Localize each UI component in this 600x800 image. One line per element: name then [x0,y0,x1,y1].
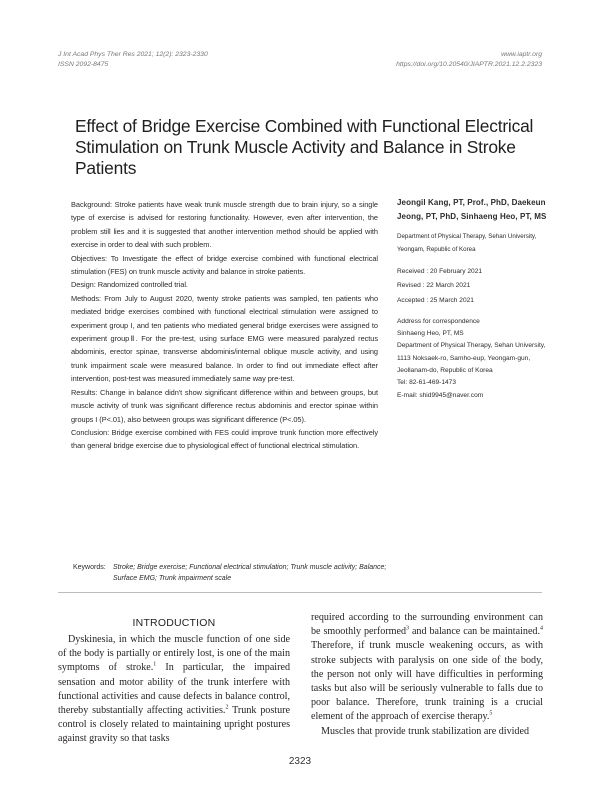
intro-paragraph-1 [58,633,290,747]
paper-title: Effect of Bridge Exercise Combined with Functional Electrical Stimulation on Trunk Muscle Activity and Balance in Stroke Patients [75,116,534,178]
abstract-conclusion: Conclusion: Bridge exercise combined with FES could improve trunk function more effectively than general bridge exercise due to physiological effect of functional electrical stimulation. [71,427,378,451]
text-run: Trunk posture control is closely related to maintaining upright postures against gravity so that tasks [58,705,290,745]
text-run: Therefore, if trunk muscle weakening occurs, as with stroke subjects with paralysis on one side of the body, the person not only will have difficulties in performing tasks but also will be seriously vulnerable to falls due to poor balance. Therefore, trunk training is a crucial element of the approach of exercise therapy. [311,640,543,723]
received-date: Received : 20 February 2021 [397,268,483,275]
abstract-results: Results: Change in balance didn't show significant difference within and between groups, but muscle activity of trunk was significant difference rectus abdominis and erector spinae within groups I (P<.01), also between groups was significant difference (P<.05). [71,387,378,424]
citation-ref: 5 [489,711,493,718]
correspondence-tel: Tel: 82-61-469-1473 [397,379,457,387]
body-column-right [311,611,543,739]
abstract [71,198,378,453]
section-divider [58,592,542,593]
text-run: Dyskinesia, in which the muscle function of one side of the body is partially or entirely lost, is one of the main symptoms of stroke. [58,634,290,674]
keywords-label: Keywords: [73,564,106,571]
citation-ref: 4 [540,625,543,632]
author-list: Jeongil Kang, PT, Prof., PhD, Daekeun Jeong, PT, PhD, Sinhaeng Heo, PT, MS [397,198,547,221]
intro-paragraph-continued [311,611,543,725]
correspondence [397,316,547,402]
citation-ref: 1 [153,662,157,669]
author-sidebar [397,196,547,402]
correspondence-email[interactable]: E-mail: shid9945@naver.com [397,391,484,399]
text-run: In particular, the impaired sensation and motor ability of the trunk interfere with functional activities and cause defects in balance control, thereby substantially affecting activities. [58,662,290,717]
journal-header [58,50,208,70]
abstract-background: Background: Stroke patients have weak trunk muscle strength due to brain injury, so a single type of exercise is advised for restoring functionality. However, even after intervention, the problem still lies and it is suggested that another intervention method should be applied with exercise in order to deal with such problem. [71,200,378,250]
affiliation: Department of Physical Therapy, Sehan University, Yeongam, Republic of Korea [397,233,537,253]
revised-date: Revised : 22 March 2021 [397,282,471,290]
text-run: and balance can be maintained. [409,626,540,638]
citation-ref: 3 [406,625,410,632]
article-dates [397,265,547,308]
body-column-left [58,633,290,747]
correspondence-heading: Address for correspondence [397,317,480,325]
journal-citation: J Int Acad Phys Ther Res 2021; 12(2): 2323-2330 [58,51,208,58]
accepted-date: Accepted : 25 March 2021 [397,296,474,304]
website-link[interactable]: www.iaptr.org [501,51,542,58]
abstract-design: Design: Randomized controlled trial. [71,280,188,290]
correspondence-address: Department of Physical Therapy, Sehan University, 1113 Noksaek-ro, Samho-eup, Yeongam-gun, Jeollanam-do, Republic of Korea [397,342,546,375]
journal-links [396,50,542,70]
intro-paragraph-2: Muscles that provide trunk stabilization are divided [321,725,529,737]
doi-link[interactable]: https://doi.org/10.20540/JIAPTR.2021.12.2.2323 [396,61,542,68]
issn: ISSN 2092-8475 [58,61,109,68]
correspondence-name: Sinhaeng Heo, PT, MS [397,330,464,338]
text-run: required according to the surrounding environment can be smoothly performed [311,612,543,638]
introduction-heading: INTRODUCTION [132,617,216,629]
abstract-methods: Methods: From July to August 2020, twenty stroke patients was sampled, ten patients who mediated bridge exercises combined with functional electrical stimulation were assigned to experiment group I, and ten patients who mediated general bridge exercises were assigned to experiment groupⅡ. For the pre-test, using surface EMG were measured paralyzed rectus abdominis, erector spinae, transverse abdominis/internal oblique muscle activity, and using trunk impairment scale were measured balance. In order to find out immediate effect after intervention, post-test was measured immediately same way pre-test. [71,293,378,384]
abstract-objectives: Objectives: To Investigate the effect of bridge exercise combined with functional electrical stimulation (FES) on trunk muscle activity and balance in stroke patients. [71,253,378,277]
keywords-list: Stroke; Bridge exercise; Functional electrical stimulation; Trunk muscle activity; Balance; Surface EMG; Trunk impairment scale [113,564,387,582]
citation-ref: 2 [225,704,229,711]
page-number: 2323 [288,756,312,767]
